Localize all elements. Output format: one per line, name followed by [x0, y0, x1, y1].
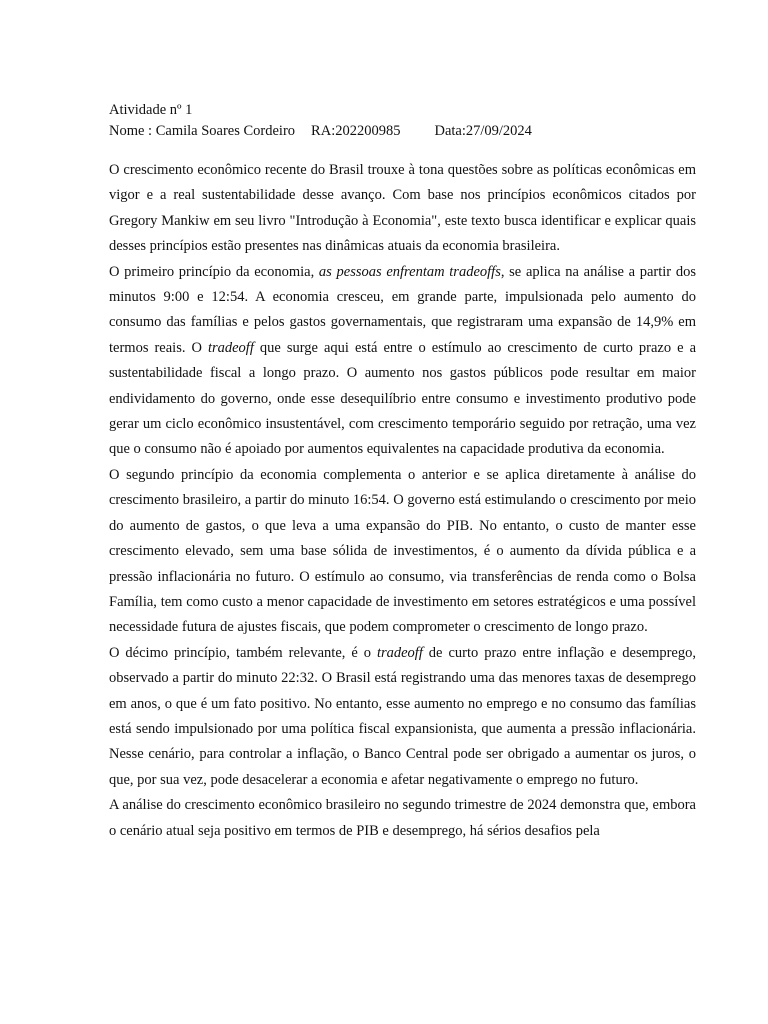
- paragraph-text: que surge aqui está entre o estímulo ao crescimento de curto prazo e a sustentabilidade fiscal a longo prazo. O aumento nos gastos públicos pode resultar em maior endividamento do governo, onde esse desequilíbrio entre consumo e investimento produtivo pode gerar um ciclo econômico insustentável, com crescimento temporário seguido por retração, uma vez que o consumo não é apoiado por aumentos equivalentes na capacidade produtiva da economia.: [109, 339, 696, 458]
- paragraph-first-principle: [109, 260, 696, 463]
- emphasis-text: tradeoff: [376, 644, 423, 661]
- document-date: Data:27/09/2024: [434, 123, 532, 139]
- paragraph-intro: O crescimento econômico recente do Brasil trouxe à tona questões sobre as políticas econômicas em vigor e a real sustentabilidade desse avanço. Com base nos princípios econômicos citados por Gregory Mankiw em seu livro "Introdução à Economia", este texto busca identificar e explicar quais desses princípios estão presentes nas dinâmicas atuais da economia brasileira.: [109, 162, 696, 255]
- student-info-line: [109, 121, 696, 142]
- paragraph-text: O décimo princípio, também relevante, é o: [109, 644, 377, 661]
- activity-title: Atividade nº 1: [109, 102, 193, 118]
- document-header: [109, 100, 696, 142]
- document-body: [109, 158, 696, 844]
- emphasis-text: as pessoas enfrentam tradeoffs: [318, 263, 501, 280]
- paragraph-tenth-principle: [109, 641, 696, 793]
- paragraph-conclusion: A análise do crescimento econômico brasileiro no segundo trimestre de 2024 demonstra que, embora o cenário atual seja positivo em termos de PIB e desemprego, há sérios desafios pela: [109, 797, 696, 839]
- paragraph-text: O primeiro princípio da economia,: [109, 263, 319, 280]
- paragraph-second-principle: O segundo princípio da economia complementa o anterior e se aplica diretamente à análise do crescimento brasileiro, a partir do minuto 16:54. O governo está estimulando o crescimento por meio do aumento de gastos, o que leva a uma expansão do PIB. No entanto, o custo de manter esse crescimento elevado, sem uma base sólida de investimentos, é o aumento da dívida pública e a pressão inflacionária no futuro. O estímulo ao consumo, via transferências de renda como o Bolsa Família, tem como custo a menor capacidade de investimento em setores estratégicos e uma possível necessidade futura de ajustes fiscais, que podem comprometer o crescimento de longo prazo.: [109, 466, 696, 636]
- paragraph-text: de curto prazo entre inflação e desemprego, observado a partir do minuto 22:32. O Brasil está registrando uma das menores taxas de desemprego em anos, o que é um fato positivo. No entanto, esse aumento no emprego e no consumo das famílias está sendo impulsionado por uma política fiscal expansionista, que aumenta a pressão inflacionária. Nesse cenário, para controlar a inflação, o Banco Central pode ser obrigado a aumentar os juros, o que, por sua vez, pode desacelerar a economia e afetar negativamente o emprego no futuro.: [109, 644, 696, 788]
- emphasis-text: tradeoff: [207, 339, 254, 356]
- student-name: Nome : Camila Soares Cordeiro: [109, 123, 296, 139]
- student-ra: RA:202200985: [311, 123, 401, 139]
- paragraph-text: , se aplica na análise a partir dos minutos 9:00 e 12:54. A economia cresceu, em grande parte, impulsionada pelo aumento do consumo das famílias e pelos gastos governamentais, que registraram uma expansão de 14,9% em termos reais. O: [109, 263, 696, 356]
